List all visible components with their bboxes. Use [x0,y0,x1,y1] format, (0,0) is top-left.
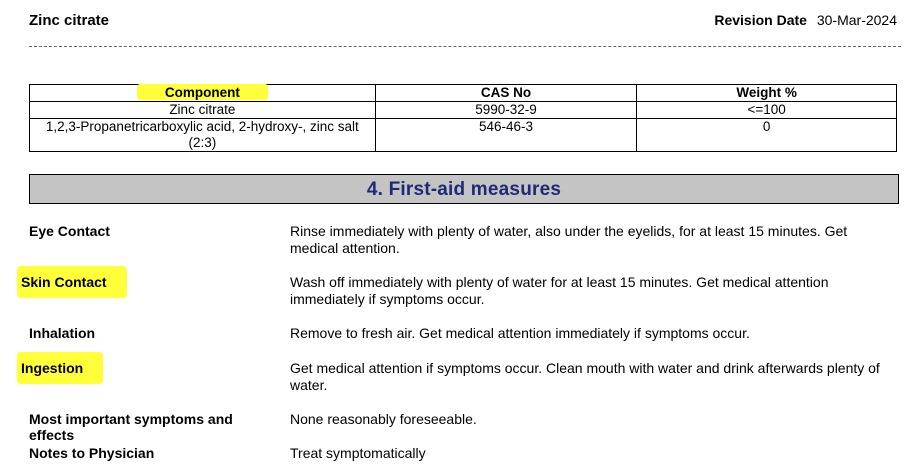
cell-weight: <=100 [637,102,897,119]
first-aid-text: Wash off immediately with plenty of water for at least 15 minutes. Get medical attention immediately if symptoms occur. [290,274,829,307]
highlight-ingestion: Ingestion [17,352,103,384]
header-divider [29,46,901,47]
highlight-skin-contact: Skin Contact [17,266,127,298]
first-aid-label: Notes to Physician [29,445,155,461]
section-title: 4. First-aid measures [366,179,562,200]
first-aid-text: Remove to fresh air. Get medical attention immediately if symptoms occur. [290,325,750,341]
cell-component: 1,2,3-Propanetricarboxylic acid, 2-hydroxy-, zinc salt (2:3) [30,119,376,152]
first-aid-text: Get medical attention if symptoms occur. Clean mouth with water and drink afterwards plenty of water. [290,360,880,393]
section-header [29,174,899,204]
highlight-component: Component [137,84,268,100]
first-aid-label: Inhalation [29,325,96,341]
revision-label: Revision Date [714,12,807,28]
table-header-row [30,85,897,102]
cell-cas: 546-46-3 [375,119,637,152]
table-row [30,119,897,152]
header-weight: Weight % [637,85,897,102]
first-aid-label: Eye Contact [29,223,110,239]
first-aid-label: Most important symptoms and effects [29,411,233,443]
table-row [30,102,897,119]
first-aid-label [21,266,264,298]
cell-weight: 0 [637,119,897,152]
header-component [30,85,376,102]
document-title: Zinc citrate [29,12,110,29]
revision-info [714,12,897,28]
first-aid-text: None reasonably foreseeable. [290,411,477,427]
cell-cas: 5990-32-9 [375,102,637,119]
revision-date: 30-Mar-2024 [816,12,897,28]
first-aid-text: Rinse immediately with plenty of water, also under the eyelids, for at least 15 minutes. Get medical attention. [290,223,848,256]
first-aid-label [21,352,264,384]
first-aid-text: Treat symptomatically [290,445,426,461]
composition-table [29,84,897,152]
header-cas: CAS No [375,85,637,102]
cell-component: Zinc citrate [30,102,376,119]
